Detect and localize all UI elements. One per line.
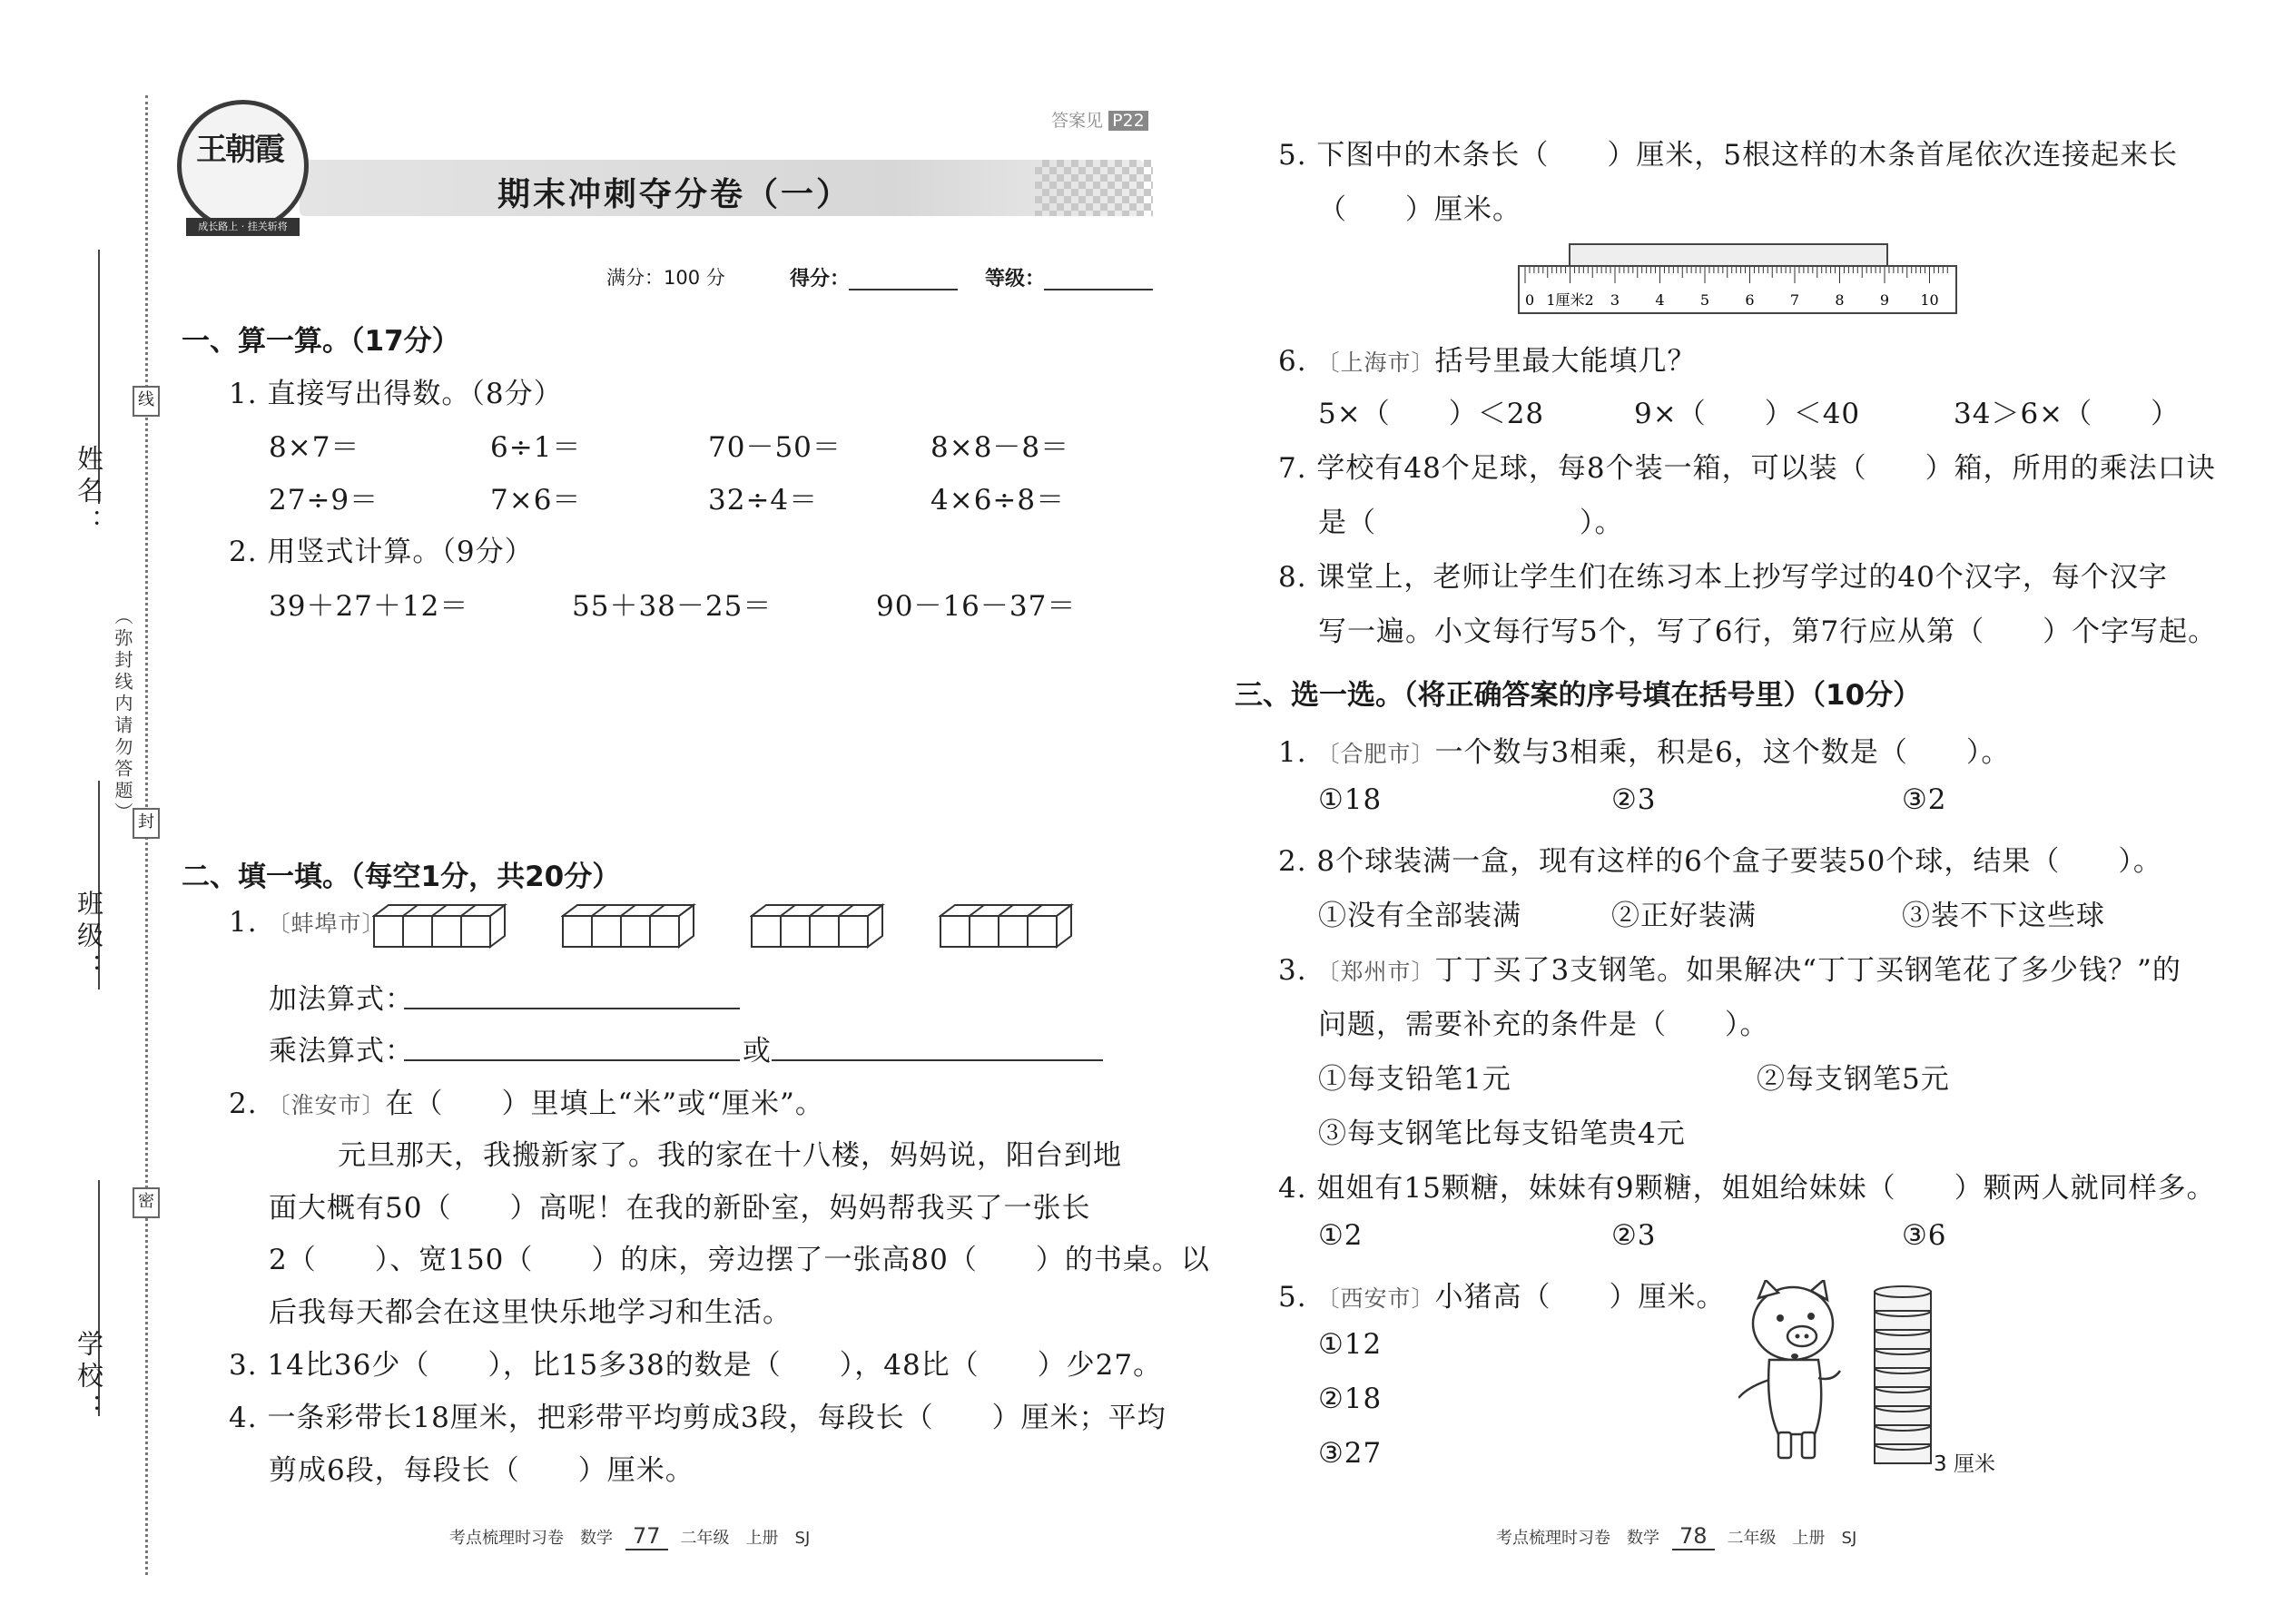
story-line-4: 后我每天都会在这里快乐地学习和生活。 xyxy=(269,1296,792,1329)
c1-option-1: ①18 xyxy=(1318,783,1383,816)
c4-option-1: ①2 xyxy=(1318,1219,1364,1252)
section-2-heading: 二、填一填。（每空1分，共20分） xyxy=(182,861,621,893)
c2: 2. 8个球装满一盒，现有这样的6个盒子要装50个球，结果（ ）。 xyxy=(1278,845,2162,878)
or-label: 或 xyxy=(743,1035,772,1068)
grade-blank xyxy=(1044,263,1153,290)
c4: 4. 姐姐有15颗糖，妹妹有9颗糖，姐姐给妹妹（ ）颗两人就同样多。 xyxy=(1278,1172,2216,1205)
q5-line-1: 5. 下图中的木条长（ ）厘米，5根这样的木条首尾依次连接起来长 xyxy=(1278,139,2179,172)
calc-2-1: 27÷9＝ xyxy=(269,484,379,517)
c3-line-1 xyxy=(1278,947,2181,988)
name-label: 姓名： xyxy=(74,445,104,540)
footer-left-grade: 二年级 上册 SJ xyxy=(680,1529,811,1548)
c5-option-2: ②18 xyxy=(1318,1383,1383,1415)
score-blank xyxy=(849,263,958,290)
ruler-label: 0 xyxy=(1525,291,1535,309)
calc-2-3: 32÷4＝ xyxy=(708,484,819,517)
region-tag: 〔西安市〕 xyxy=(1316,1285,1435,1312)
c5 xyxy=(1278,1274,1725,1314)
footer-left-series: 考点梳理时习卷 数学 xyxy=(449,1529,613,1548)
c5-option-1: ①12 xyxy=(1318,1328,1383,1361)
c3-number: 3. xyxy=(1278,954,1307,987)
c5-text: 小猪高（ ）厘米。 xyxy=(1434,1281,1726,1314)
class-label: 班级： xyxy=(74,890,104,985)
box-group-4 xyxy=(939,903,1075,950)
c1-text: 一个数与3相乘，积是6，这个数是（ ）。 xyxy=(1434,736,2011,769)
ruler-label: 1厘米2 xyxy=(1546,291,1594,309)
region-tag: 〔合肥市〕 xyxy=(1316,741,1435,767)
add-formula-blank[interactable] xyxy=(404,982,740,1009)
answer-ref-label: 答案见 xyxy=(1051,111,1104,131)
q6-item-2: 9×（ ）＜40 xyxy=(1634,398,1861,430)
title-band-pattern xyxy=(1035,160,1153,216)
vertical-calc-2: 55＋38－25＝ xyxy=(572,590,773,623)
q8-line-1: 8. 课堂上，老师让学生们在练习本上抄写学过的40个汉字，每个汉字 xyxy=(1278,561,2168,594)
c5-option-3: ③27 xyxy=(1318,1437,1383,1470)
stack-disc-top xyxy=(1875,1286,1931,1297)
grade-label: 等级： xyxy=(985,268,1046,290)
box-group-1 xyxy=(372,903,508,950)
s2-q1-number: 1. xyxy=(229,906,258,939)
footer-right-grade: 二年级 上册 SJ xyxy=(1727,1529,1857,1548)
page-number-left: 77 xyxy=(625,1523,668,1550)
vertical-calc-1: 39＋27＋12＝ xyxy=(269,590,469,623)
s1-q2: 2. 用竖式计算。（9分） xyxy=(229,536,534,568)
ruler-label: 5 xyxy=(1699,291,1710,309)
c1-option-2: ②3 xyxy=(1611,783,1657,816)
c4-option-2: ②3 xyxy=(1611,1219,1657,1252)
s2-q4-line-2: 剪成6段，每段长（ ）厘米。 xyxy=(269,1454,694,1487)
answer-ref-page: P22 xyxy=(1108,111,1148,131)
box-group-3 xyxy=(750,903,886,950)
region-tag: 〔上海市〕 xyxy=(1316,349,1435,376)
footer-left xyxy=(449,1523,810,1550)
s2-q4-line-1: 4. 一条彩带长18厘米，把彩带平均剪成3段，每段长（ ）厘米；平均 xyxy=(229,1402,1167,1434)
story-line-3: 2（ ）、宽150（ ）的床，旁边摆了一张高80（ ）的书桌。以 xyxy=(269,1244,1210,1276)
ruler-label: 4 xyxy=(1655,291,1665,309)
pig-illustration xyxy=(1738,1280,1856,1466)
page-title: 期末冲刺夺分卷（一） xyxy=(497,176,852,213)
c3-option-2: ②每支钢笔5元 xyxy=(1757,1063,1950,1096)
ruler-label: 7 xyxy=(1789,291,1800,309)
s2-q3: 3. 14比36少（ ），比15多38的数是（ ），48比（ ）少27。 xyxy=(229,1349,1163,1382)
mul-formula-blank-2[interactable] xyxy=(772,1034,1103,1061)
calc-1-3: 70－50＝ xyxy=(708,431,842,464)
brand-ribbon: 成长路上 · 挂关斩将 xyxy=(186,218,300,236)
block-height-label: 3 厘米 xyxy=(1934,1452,1995,1476)
story-line-1: 元旦那天，我搬新家了。我的家在十八楼，妈妈说，阳台到地 xyxy=(338,1139,1122,1172)
c3-text: 丁丁买了3支钢笔。如果解决“丁丁买钢笔花了多少钱？”的 xyxy=(1434,954,2181,987)
seal-mark-bottom: 密 xyxy=(133,1187,160,1218)
c1 xyxy=(1278,729,2010,770)
box-group-2 xyxy=(561,903,697,950)
region-tag: 〔郑州市〕 xyxy=(1316,959,1435,985)
c1-option-3: ③2 xyxy=(1902,783,1947,816)
brand-logo xyxy=(177,100,309,231)
seal-mark-top: 线 xyxy=(133,386,160,417)
s2-q2-number: 2. xyxy=(229,1088,258,1120)
stacked-blocks xyxy=(1873,1284,1933,1471)
q6-item-3: 34＞6×（ ） xyxy=(1954,398,2181,430)
s2-q2 xyxy=(229,1080,824,1121)
full-score: 满分：100 分 xyxy=(606,267,725,289)
c1-number: 1. xyxy=(1278,736,1307,769)
seal-mark-middle: 封 xyxy=(133,808,160,839)
ruler-label: 3 xyxy=(1610,291,1620,309)
q6 xyxy=(1278,338,1696,379)
c2-option-2: ②正好装满 xyxy=(1611,900,1757,932)
brand-logo-text: 王朝霞 xyxy=(196,132,283,168)
calc-1-2: 6÷1＝ xyxy=(490,431,582,464)
s2-q2-text: 在（ ）里填上“米”或“厘米”。 xyxy=(385,1088,824,1120)
seal-warning: （弥封线内请勿答题） xyxy=(112,606,133,824)
ruler-label: 10 xyxy=(1920,291,1939,309)
region-tag: 〔淮安市〕 xyxy=(267,1092,386,1118)
mul-formula-label: 乘法算式： xyxy=(269,1035,414,1068)
calc-1-1: 8×7＝ xyxy=(269,431,360,464)
q5-line-2: （ ）厘米。 xyxy=(1318,193,1521,226)
q8-line-2: 写一遍。小文每行写5个，写了6行，第7行应从第（ ）个字写起。 xyxy=(1318,615,2218,648)
c2-option-3: ③装不下这些球 xyxy=(1902,900,2105,932)
c2-option-1: ①没有全部装满 xyxy=(1318,900,1521,932)
c4-option-3: ③6 xyxy=(1902,1219,1947,1252)
section-1-heading: 一、算一算。（17分） xyxy=(182,325,460,358)
story-line-2: 面大概有50（ ）高呢！在我的新卧室，妈妈帮我买了一张长 xyxy=(269,1192,1091,1225)
ruler-label: 6 xyxy=(1745,291,1755,309)
page-number-right: 78 xyxy=(1672,1523,1715,1550)
calc-2-4: 4×6÷8＝ xyxy=(930,484,1066,517)
q6-number: 6. xyxy=(1278,345,1307,378)
ruler xyxy=(1518,265,1957,314)
ruler-ticks xyxy=(1520,267,1955,312)
s2-q1 xyxy=(229,906,385,939)
s1-q1: 1. 直接写出得数。（8分） xyxy=(229,378,563,410)
c3-line-2: 问题，需要补充的条件是（ ）。 xyxy=(1318,1009,1769,1041)
add-formula-label: 加法算式： xyxy=(269,983,414,1016)
ruler-label: 8 xyxy=(1835,291,1845,309)
school-label: 学校： xyxy=(74,1330,104,1425)
c5-number: 5. xyxy=(1278,1281,1307,1314)
ruler-label: 9 xyxy=(1879,291,1890,309)
score-label: 得分： xyxy=(790,268,851,290)
footer-right-series: 考点梳理时习卷 数学 xyxy=(1496,1529,1659,1548)
answer-reference xyxy=(1051,107,1148,132)
q6-item-1: 5×（ ）＜28 xyxy=(1318,398,1545,430)
mul-formula-blank-1[interactable] xyxy=(404,1034,740,1061)
c3-option-1: ①每支铅笔1元 xyxy=(1318,1063,1511,1096)
c3-option-3: ③每支钢笔比每支铅笔贵4元 xyxy=(1318,1117,1686,1150)
q7-line-1: 7. 学校有48个足球，每8个装一箱，可以装（ ）箱，所用的乘法口诀 xyxy=(1278,452,2216,485)
calc-2-2: 7×6＝ xyxy=(490,484,582,517)
vertical-calc-3: 90－16－37＝ xyxy=(876,590,1077,623)
region-tag: 〔蚌埠市〕 xyxy=(267,910,386,937)
footer-right xyxy=(1496,1523,1856,1550)
calc-1-4: 8×8－8＝ xyxy=(930,431,1070,464)
section-3-heading: 三、选一选。（将正确答案的序号填在括号里）（10分） xyxy=(1235,679,1922,712)
q6-text: 括号里最大能填几？ xyxy=(1434,345,1697,378)
q7-line-2: 是（ ）。 xyxy=(1318,507,1624,539)
